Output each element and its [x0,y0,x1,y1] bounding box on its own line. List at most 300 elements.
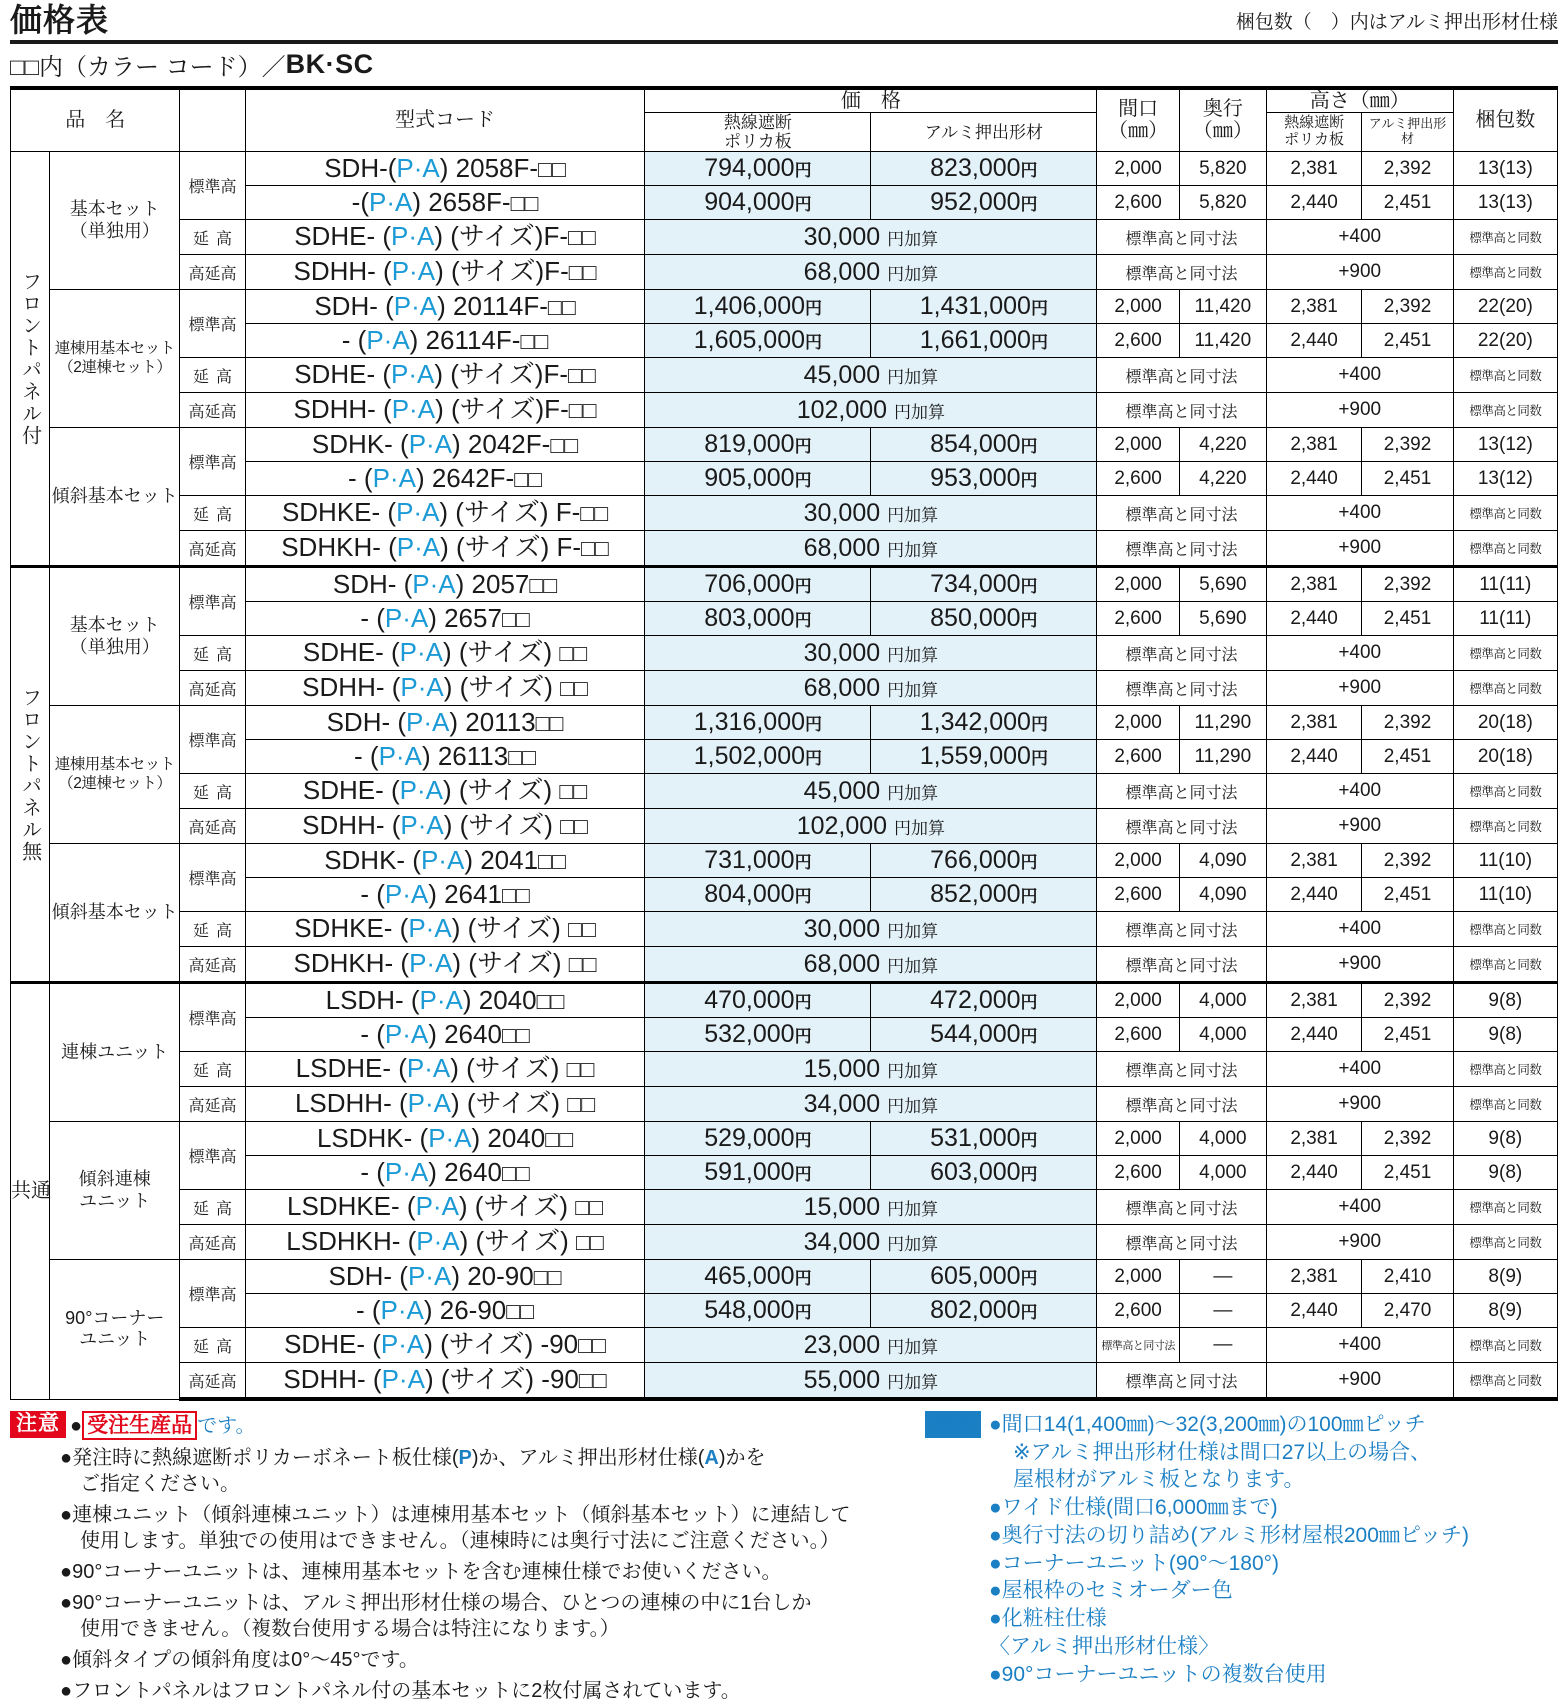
width-value: 2,000 [1097,567,1180,602]
width-value: 2,600 [1097,878,1180,912]
model-code: - (P·A) 2641□□ [245,878,645,912]
width-value: 2,600 [1097,1294,1180,1328]
model-code: -(P·A) 2658F-□□ [245,186,645,220]
width-value: 2,600 [1097,324,1180,358]
height-category: 高延高 [180,393,245,428]
height-poly: 2,440 [1266,1294,1362,1328]
item-name: 傾斜基本セット [50,428,180,567]
depth-value: 4,220 [1179,428,1266,462]
model-code: - (P·A) 26114F-□□ [245,324,645,358]
package-count: 20(18) [1453,706,1557,740]
width-depth-value: 標準高と同寸法 [1097,1190,1266,1225]
package-count: 13(12) [1453,462,1557,496]
price-aluminum: 603,000円 [871,1156,1097,1190]
table-row [11,1190,1558,1225]
special-order-block [915,1411,1558,1704]
caution-first-line [70,1411,256,1440]
height-category: 高延高 [180,1363,245,1400]
height-delta: +400 [1266,1052,1453,1087]
height-delta: +400 [1266,636,1453,671]
height-delta: +900 [1266,255,1453,290]
price-aluminum: 1,342,000円 [871,706,1097,740]
table-row [11,671,1558,706]
depth-value: 4,090 [1179,878,1266,912]
height-alum: 2,392 [1362,567,1453,602]
width-depth-value: 標準高と同寸法 [1097,636,1266,671]
model-code: SDHE- (P·A) (サイズ)F-□□ [245,358,645,393]
width-value: 2,600 [1097,186,1180,220]
model-code: - (P·A) 26-90□□ [245,1294,645,1328]
height-delta: +400 [1266,1190,1453,1225]
price-polycarbonate: 529,000円 [645,1122,871,1156]
height-alum: 2,392 [1362,290,1453,324]
width-value: 2,600 [1097,740,1180,774]
package-count: 標準高と同数 [1453,358,1557,393]
caution-head [10,1411,915,1440]
item-name: 90°コーナー ユニット [50,1260,180,1400]
caution-1-line2: 使用します。単独での使用はできません。（連棟時には奥行寸法にご注意ください。） [80,1530,840,1553]
height-category: 標準高 [180,983,245,1052]
height-category: 高延高 [180,531,245,567]
model-code: SDHE- (P·A) (サイズ) □□ [245,774,645,809]
model-code: SDHK- (P·A) 2042F-□□ [245,428,645,462]
height-poly: 2,381 [1266,706,1362,740]
height-poly: 2,381 [1266,1260,1362,1294]
width-depth-value: 標準高と同寸法 [1097,1363,1266,1400]
height-poly: 2,381 [1266,567,1362,602]
height-category: 標準高 [180,152,245,220]
package-count: 標準高と同数 [1453,1087,1557,1122]
price-aluminum: 852,000円 [871,878,1097,912]
height-poly: 2,381 [1266,983,1362,1018]
depth-value: 4,000 [1179,1018,1266,1052]
price-aluminum: 766,000円 [871,844,1097,878]
package-count: 標準高と同数 [1453,1328,1557,1363]
add-price: 34,000 円加算 [645,1087,1097,1122]
special-order-badge: 特注 [925,1411,981,1438]
width-value: 2,000 [1097,1122,1180,1156]
add-price: 102,000 円加算 [645,809,1097,844]
spec-mark-a: A [704,1447,719,1470]
list-item: ●コーナーユニット(90°～180°) [989,1551,1280,1575]
th-height-cat [180,88,245,152]
list-item: ●90°コーナーユニットの複数台使用 [989,1662,1327,1686]
color-code-prefix: □□内（カラー コード）／ [10,53,286,81]
item-name: 基本セット （単独用） [50,152,180,290]
package-count: 11(10) [1453,844,1557,878]
height-delta: +900 [1266,671,1453,706]
group-label: 共通 [11,983,50,1400]
table-row [11,774,1558,809]
width-value: 2,000 [1097,1260,1180,1294]
width-depth-value: 標準高と同寸法 [1097,912,1266,947]
table-row [11,636,1558,671]
add-price: 68,000 円加算 [645,255,1097,290]
th-package: 梱包数 [1453,88,1557,152]
depth-value: 5,820 [1179,152,1266,186]
list-item [60,1502,915,1554]
price-aluminum: 802,000円 [871,1294,1097,1328]
caution-0-a: ●発注時に熱線遮断ポリカーボネート板仕様( [60,1447,459,1470]
package-note: 梱包数（ ）内はアルミ押出形材仕様 [1235,11,1558,33]
height-category: 延高 [180,358,245,393]
package-count: 標準高と同数 [1453,220,1557,255]
package-count: 8(9) [1453,1260,1557,1294]
price-aluminum: 531,000円 [871,1122,1097,1156]
made-to-order-box: 受注生産品 [82,1411,197,1440]
package-count: 標準高と同数 [1453,496,1557,531]
width-depth-value: 標準高と同寸法 [1097,809,1266,844]
price-polycarbonate: 731,000円 [645,844,871,878]
price-aluminum: 734,000円 [871,567,1097,602]
height-poly: 2,381 [1266,152,1362,186]
height-category: 高延高 [180,255,245,290]
height-poly: 2,440 [1266,1156,1362,1190]
add-price: 23,000 円加算 [645,1328,1097,1363]
depth-value: — [1179,1260,1266,1294]
spec-mark-p: P [458,1447,472,1470]
caution-3-line2: 使用できません。（複数台使用する場合は特注になります。） [80,1618,620,1641]
package-count: 13(12) [1453,428,1557,462]
caution-0-c: )かを [718,1447,766,1470]
model-code: SDHH- (P·A) (サイズ) □□ [245,809,645,844]
item-name: 連棟ユニット [50,983,180,1122]
add-price: 15,000 円加算 [645,1052,1097,1087]
list-item: ●奥行寸法の切り詰め(アルミ形材屋根200㎜ピッチ) [989,1523,1470,1547]
width-value: 標準高と同寸法 [1097,1328,1180,1363]
add-price: 30,000 円加算 [645,636,1097,671]
depth-value: 4,000 [1179,983,1266,1018]
depth-value: 5,690 [1179,602,1266,636]
width-depth-value: 標準高と同寸法 [1097,358,1266,393]
page-header [10,0,1558,38]
package-count: 22(20) [1453,290,1557,324]
height-delta: +900 [1266,1225,1453,1260]
table-row [11,290,1558,324]
model-code: LSDHH- (P·A) (サイズ) □□ [245,1087,645,1122]
list-item: ●間口14(1,400㎜)～32(3,200㎜)の100㎜ピッチ [989,1413,1426,1437]
height-poly: 2,440 [1266,602,1362,636]
height-category: 延高 [180,1190,245,1225]
height-alum: 2,451 [1362,740,1453,774]
caution-list [60,1445,915,1704]
height-category: 延高 [180,912,245,947]
width-depth-value: 標準高と同寸法 [1097,496,1266,531]
th-width: 間口 （㎜） [1097,88,1180,152]
width-depth-value: 標準高と同寸法 [1097,671,1266,706]
model-code: LSDH- (P·A) 2040□□ [245,983,645,1018]
list-item: 〈アルミ押出形材仕様〉 [989,1634,1220,1658]
package-count: 標準高と同数 [1453,1363,1557,1400]
table-row [11,1052,1558,1087]
model-code: LSDHK- (P·A) 2040□□ [245,1122,645,1156]
package-count: 9(8) [1453,983,1557,1018]
model-code: SDHKE- (P·A) (サイズ) □□ [245,912,645,947]
depth-value: 5,820 [1179,186,1266,220]
th-height-poly: 熱線遮断 ポリカ板 [1266,112,1362,151]
special-order-list [989,1411,1469,1688]
table-row [11,706,1558,740]
table-row [11,393,1558,428]
price-aluminum: 850,000円 [871,602,1097,636]
depth-value: 4,000 [1179,1156,1266,1190]
package-count: 13(13) [1453,152,1557,186]
price-aluminum: 1,559,000円 [871,740,1097,774]
table-row [11,983,1558,1018]
height-alum: 2,470 [1362,1294,1453,1328]
group-label: フロントパネル無 [11,567,50,983]
price-aluminum: 953,000円 [871,462,1097,496]
width-value: 2,600 [1097,1018,1180,1052]
height-alum: 2,451 [1362,186,1453,220]
price-polycarbonate: 1,502,000円 [645,740,871,774]
depth-value: 11,290 [1179,740,1266,774]
model-code: SDHH- (P·A) (サイズ) □□ [245,671,645,706]
color-code-row [10,44,1558,86]
height-delta: +400 [1266,774,1453,809]
width-value: 2,000 [1097,983,1180,1018]
price-aluminum: 1,431,000円 [871,290,1097,324]
model-code: - (P·A) 2640□□ [245,1156,645,1190]
price-polycarbonate: 905,000円 [645,462,871,496]
height-category: 標準高 [180,1122,245,1190]
height-category: 標準高 [180,290,245,358]
add-price: 68,000 円加算 [645,671,1097,706]
package-count: 20(18) [1453,740,1557,774]
table-head [11,88,1558,152]
price-polycarbonate: 470,000円 [645,983,871,1018]
height-category: 標準高 [180,1260,245,1328]
caution-0-b: )か、アルミ押出形材仕様( [471,1447,705,1470]
height-delta: +900 [1266,1087,1453,1122]
item-name: 傾斜連棟 ユニット [50,1122,180,1260]
table-row [11,1363,1558,1400]
width-depth-value: 標準高と同寸法 [1097,531,1266,567]
table-row [11,255,1558,290]
table-row [11,220,1558,255]
height-alum: 2,392 [1362,1122,1453,1156]
height-alum: 2,451 [1362,1018,1453,1052]
item-name: 連棟用基本セット （2連棟セット） [50,290,180,428]
price-aluminum: 854,000円 [871,428,1097,462]
model-code: - (P·A) 2640□□ [245,1018,645,1052]
depth-value: — [1179,1328,1266,1363]
height-category: 標準高 [180,428,245,496]
height-delta: +900 [1266,809,1453,844]
table-row [11,567,1558,602]
height-poly: 2,381 [1266,844,1362,878]
depth-value: 11,420 [1179,290,1266,324]
width-value: 2,000 [1097,290,1180,324]
add-price: 55,000 円加算 [645,1363,1097,1400]
price-polycarbonate: 1,605,000円 [645,324,871,358]
price-aluminum: 472,000円 [871,983,1097,1018]
depth-value: 11,290 [1179,706,1266,740]
model-code: SDHK- (P·A) 2041□□ [245,844,645,878]
height-alum: 2,451 [1362,324,1453,358]
caution-block [10,1411,915,1704]
height-category: 高延高 [180,809,245,844]
package-count: 標準高と同数 [1453,774,1557,809]
width-value: 2,000 [1097,844,1180,878]
height-poly: 2,381 [1266,290,1362,324]
height-alum: 2,392 [1362,428,1453,462]
model-code: SDHE- (P·A) (サイズ) -90□□ [245,1328,645,1363]
price-polycarbonate: 804,000円 [645,878,871,912]
caution-first-tail: です。 [197,1415,256,1438]
item-name: 連棟用基本セット （2連棟セット） [50,706,180,844]
model-code: SDH-(P·A) 2058F-□□ [245,152,645,186]
price-polycarbonate: 803,000円 [645,602,871,636]
height-category: 延高 [180,496,245,531]
package-count: 9(8) [1453,1122,1557,1156]
price-polycarbonate: 1,316,000円 [645,706,871,740]
model-code: SDHKH- (P·A) (サイズ) F-□□ [245,531,645,567]
height-alum: 2,451 [1362,1156,1453,1190]
model-code: - (P·A) 26113□□ [245,740,645,774]
table-row [11,1122,1558,1156]
price-polycarbonate: 904,000円 [645,186,871,220]
width-value: 2,600 [1097,462,1180,496]
price-polycarbonate: 591,000円 [645,1156,871,1190]
th-model-code: 型式コード [245,88,645,152]
table-row [11,428,1558,462]
list-item: ●傾斜タイプの傾斜角度は0°～45°です。 [60,1649,419,1672]
add-price: 15,000 円加算 [645,1190,1097,1225]
list-item [60,1590,915,1642]
list-item: ●屋根枠のセミオーダー色 [989,1579,1233,1603]
width-value: 2,600 [1097,1156,1180,1190]
height-category: 高延高 [180,671,245,706]
width-value: 2,000 [1097,706,1180,740]
package-count: 標準高と同数 [1453,1225,1557,1260]
height-alum: 2,392 [1362,706,1453,740]
depth-value: 5,690 [1179,567,1266,602]
table-row [11,809,1558,844]
add-price: 30,000 円加算 [645,496,1097,531]
width-depth-value: 標準高と同寸法 [1097,774,1266,809]
height-alum: 2,451 [1362,602,1453,636]
height-category: 高延高 [180,1225,245,1260]
table-row [11,844,1558,878]
list-item: ●化粧柱仕様 [989,1607,1107,1631]
height-alum: 2,392 [1362,844,1453,878]
package-count: 標準高と同数 [1453,1052,1557,1087]
add-price: 45,000 円加算 [645,358,1097,393]
model-code: LSDHKE- (P·A) (サイズ) □□ [245,1190,645,1225]
width-depth-value: 標準高と同寸法 [1097,947,1266,983]
height-poly: 2,381 [1266,428,1362,462]
height-alum: 2,451 [1362,878,1453,912]
model-code: SDHKE- (P·A) (サイズ) F-□□ [245,496,645,531]
height-delta: +400 [1266,1328,1453,1363]
height-poly: 2,440 [1266,324,1362,358]
model-code: - (P·A) 2642F-□□ [245,462,645,496]
item-name: 傾斜基本セット [50,844,180,983]
list-item: 屋根材がアルミ板となります。 [1013,1468,1305,1492]
model-code: SDH- (P·A) 2057□□ [245,567,645,602]
package-count: 13(13) [1453,186,1557,220]
height-alum: 2,392 [1362,983,1453,1018]
height-poly: 2,440 [1266,186,1362,220]
package-count: 9(8) [1453,1018,1557,1052]
height-category: 高延高 [180,1087,245,1122]
package-count: 標準高と同数 [1453,1190,1557,1225]
price-aluminum: 952,000円 [871,186,1097,220]
price-aluminum: 544,000円 [871,1018,1097,1052]
table-row [11,531,1558,567]
page-title: 価格表 [10,2,110,38]
package-count: 標準高と同数 [1453,912,1557,947]
th-price-alum: アルミ押出形材 [871,112,1097,151]
caution-3-a: ●90°コーナーユニットは、アルミ押出形材仕様の場合、ひとつの連棟の中に1台しか [60,1592,812,1615]
width-depth-value: 標準高と同寸法 [1097,220,1266,255]
model-code: SDHKH- (P·A) (サイズ) □□ [245,947,645,983]
height-alum: 2,392 [1362,152,1453,186]
add-price: 68,000 円加算 [645,947,1097,983]
height-category: 延高 [180,1052,245,1087]
width-depth-value: 標準高と同寸法 [1097,393,1266,428]
th-height: 高さ（㎜） [1266,88,1453,113]
height-delta: +400 [1266,912,1453,947]
special-order-head [925,1411,1558,1688]
height-delta: +900 [1266,1363,1453,1400]
package-count: 標準高と同数 [1453,947,1557,983]
footnotes [10,1411,1558,1704]
width-depth-value: 標準高と同寸法 [1097,255,1266,290]
width-value: 2,000 [1097,428,1180,462]
model-code: LSDHKH- (P·A) (サイズ) □□ [245,1225,645,1260]
height-poly: 2,440 [1266,878,1362,912]
price-polycarbonate: 819,000円 [645,428,871,462]
package-count: 11(10) [1453,878,1557,912]
price-polycarbonate: 794,000円 [645,152,871,186]
model-code: SDHH- (P·A) (サイズ) -90□□ [245,1363,645,1400]
th-height-alum: アルミ押出形材 [1362,112,1453,151]
height-poly: 2,381 [1266,1122,1362,1156]
height-poly: 2,440 [1266,1018,1362,1052]
package-count: 11(11) [1453,567,1557,602]
depth-value: 4,090 [1179,844,1266,878]
price-table [10,86,1558,1401]
list-item: ●ワイド仕様(間口6,000㎜まで) [989,1496,1278,1520]
price-polycarbonate: 548,000円 [645,1294,871,1328]
model-code: SDH- (P·A) 20-90□□ [245,1260,645,1294]
th-item-name: 品 名 [11,88,180,152]
price-polycarbonate: 706,000円 [645,567,871,602]
model-code: SDH- (P·A) 20114F-□□ [245,290,645,324]
table-row [11,1260,1558,1294]
height-alum: 2,451 [1362,462,1453,496]
caution-badge: 注意 [10,1411,66,1438]
height-poly: 2,440 [1266,462,1362,496]
depth-value: 4,000 [1179,1122,1266,1156]
height-category: 高延高 [180,947,245,983]
width-depth-value: 標準高と同寸法 [1097,1052,1266,1087]
model-code: SDHE- (P·A) (サイズ)F-□□ [245,220,645,255]
price-aluminum: 823,000円 [871,152,1097,186]
package-count: 標準高と同数 [1453,255,1557,290]
package-count: 11(11) [1453,602,1557,636]
package-count: 標準高と同数 [1453,809,1557,844]
height-category: 標準高 [180,844,245,912]
list-item: ●90°コーナーユニットは、連棟用基本セットを含む連棟仕様でお使いください。 [60,1561,782,1584]
table-body [11,152,1558,1400]
height-delta: +400 [1266,220,1453,255]
model-code: SDHH- (P·A) (サイズ)F-□□ [245,255,645,290]
depth-value: 4,220 [1179,462,1266,496]
height-delta: +900 [1266,531,1453,567]
